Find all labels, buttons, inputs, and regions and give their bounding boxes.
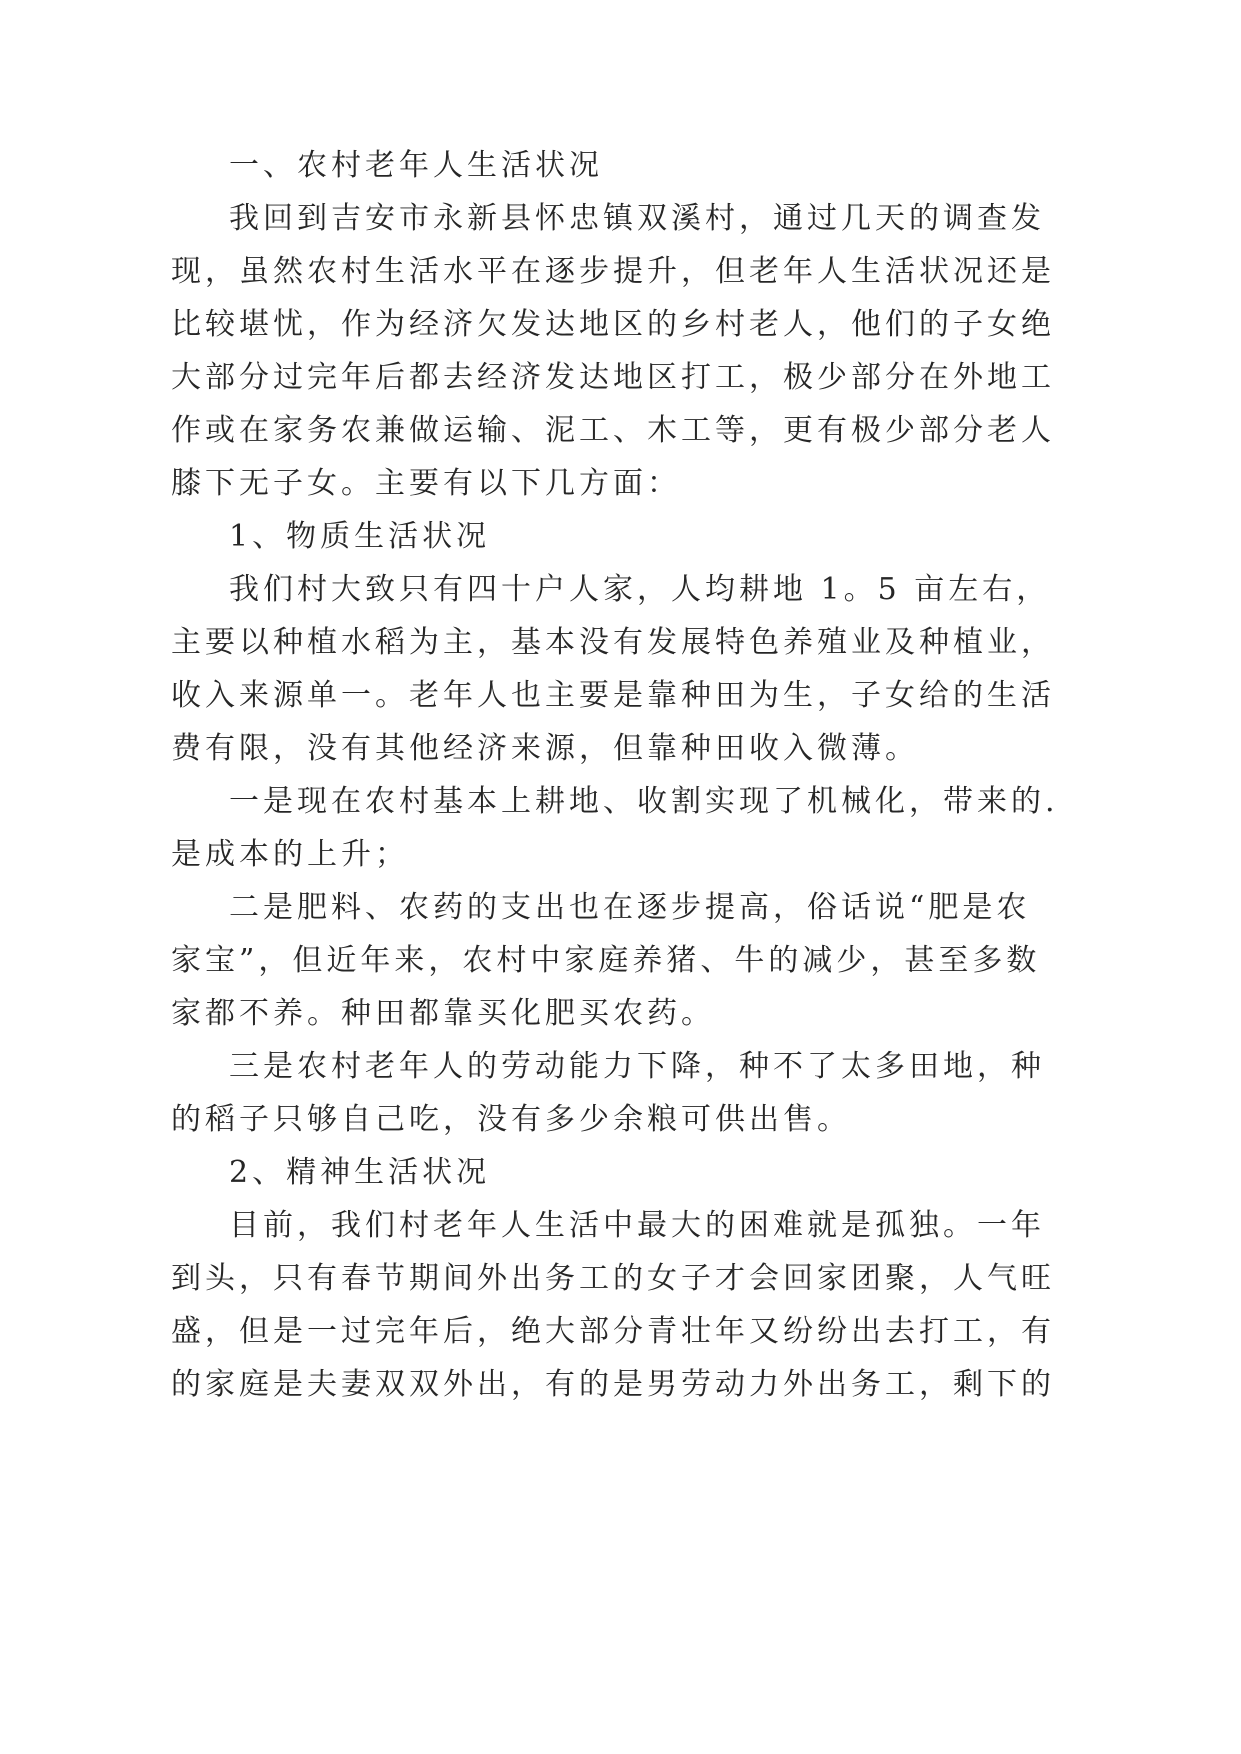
text-line: 主要以种植水稻为主，基本没有发展特色养殖业及种植业， — [171, 625, 1055, 660]
text-line: 是成本的上升； — [171, 837, 409, 872]
text-line: 大部分过完年后都去经济发达地区打工，极少部分在外地工 — [171, 360, 1055, 395]
section-heading: 一、农村老年人生活状况 — [229, 148, 603, 183]
text-line: 膝下无子女。主要有以下几方面： — [171, 466, 681, 501]
text-line: 我回到吉安市永新县怀忠镇双溪村，通过几天的调查发 — [229, 201, 1045, 236]
text-line: 费有限，没有其他经济来源，但靠种田收入微薄。 — [171, 731, 919, 766]
text-line: 目前，我们村老年人生活中最大的困难就是孤独。一年 — [229, 1208, 1045, 1243]
text-line: 到头，只有春节期间外出务工的女子才会回家团聚，人气旺 — [171, 1261, 1055, 1296]
text-line: 三是农村老年人的劳动能力下降，种不了太多田地，种 — [229, 1049, 1045, 1084]
text-line: 现，虽然农村生活水平在逐步提升，但老年人生活状况还是 — [171, 254, 1055, 289]
text-line: 的家庭是夫妻双双外出，有的是男劳动力外出务工，剩下的 — [171, 1367, 1055, 1402]
text-line: 的稻子只够自己吃，没有多少余粮可供出售。 — [171, 1102, 851, 1137]
text-line: 家都不养。种田都靠买化肥买农药。 — [171, 996, 715, 1031]
text-line: 比较堪忧，作为经济欠发达地区的乡村老人，他们的子女绝 — [171, 307, 1055, 342]
subsection-heading: 2、精神生活状况 — [229, 1155, 491, 1190]
subsection-heading: 1、物质生活状况 — [229, 519, 491, 554]
text-line: 一是现在农村基本上耕地、收割实现了机械化，带来的. — [229, 784, 1059, 819]
text-line: 我们村大致只有四十户人家，人均耕地 1。5 亩左右， — [229, 572, 1051, 607]
text-line: 家宝”，但近年来，农村中家庭养猪、牛的减少，甚至多数 — [171, 943, 1041, 978]
text-line: 作或在家务农兼做运输、泥工、木工等，更有极少部分老人 — [171, 413, 1055, 448]
text-line: 二是肥料、农药的支出也在逐步提高，俗话说“肥是农 — [229, 890, 1031, 925]
text-line: 盛，但是一过完年后，绝大部分青壮年又纷纷出去打工，有 — [171, 1314, 1055, 1349]
text-line: 收入来源单一。老年人也主要是靠种田为生，子女给的生活 — [171, 678, 1055, 713]
